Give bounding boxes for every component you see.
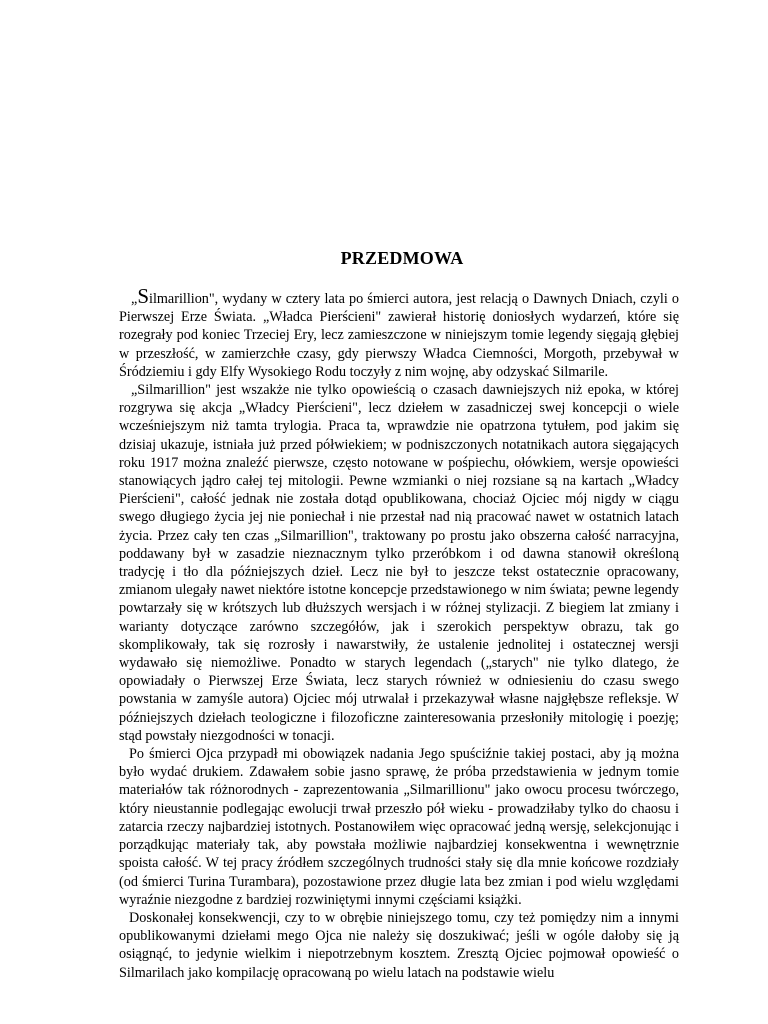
paragraph-2: „Silmarillion" jest wszakże nie tylko opowieścią o czasach dawniejszych niż epoka, w której rozgrywa się akcja „Władcy Pierścieni", lecz dziełem w zasadniczej swej koncepcji o wiele wcześniejszym niż tamta trylogia. Praca ta, wprawdzie nie opatrzona tytułem, pod jakim się dzisiaj ukazuje, istniała już przed półwiekiem; w podniszczonych notatnikach autora sięgających roku 1917 można znaleźć pierwsze, często notowane w pośpiechu, ołówkiem, wersje opowieści stanowiących jądro całej tej mitologii. Pewne wzmianki o niej rozsiane są na kartach „Władcy Pierścieni", całość jednak nie została dotąd opublikowana, chociaż Ojciec mój nigdy w ciągu swego długiego życia jej nie poniechał i nie przestał nad nią pracować nawet w ostatnich latach życia. Przez cały ten czas „Silmarillion", traktowany po prostu jako obszerna całość narracyjna, poddawany był w zasadzie nieznacznym tylko przeróbkom i od dawna stanowił określoną tradycję i tło dla późniejszych dzieł. Lecz nie był to jeszcze tekst ostatecznie opracowany, zmianom ulegały nawet niektóre istotne koncepcje przedstawionego w nim świata; pewne legendy powtarzały się w krótszych lub dłuższych wersjach i w różnej stylizacji. Z biegiem lat zmiany i warianty dotyczące zarówno szczegółów, jak i szerokich perspektyw obrazu, tak go skomplikowały, tak się rozrosły i nawarstwiły, że ustalenie jednolitej i ostatecznej wersji wydawało się niemożliwe. Ponadto w starych legendach („starych" nie tylko dlatego, że opowiadały o Pierwszej Erze Świata, lecz starych również w odniesieniu do czasu swego powstania w zamyśle autora) Ojciec mój utrwalał i przekazywał własne najgłębsze refleksje. W późniejszych dziełach teologiczne i filozoficzne zainteresowania przesłoniły mitologię i poezję; stąd powstały niezgodności w tonacji. bbox=[119, 382, 679, 744]
paragraph-1-text: ilmarillion", wydany w cztery lata po śmierci autora, jest relacją o Dawnych Dniach, czyli o Pierwszej Erze Świata. „Władca Pierścieni" zawierał historię doniosłych wydarzeń, które się rozegrały pod koniec Trzeciej Ery, lecz zamieszczone w niniejszym tomie legendy sięgają głębiej w przeszłość, w zamierzchłe czasy, gdy pierwszy Władca Ciemności, Morgoth, przebywał w Śródziemiu i gdy Elfy Wysokiego Rodu toczyły z nim wojnę, aby odzyskać Silmarile. bbox=[119, 291, 679, 380]
opening-quote: „ bbox=[131, 291, 138, 307]
paragraph-3: Po śmierci Ojca przypadł mi obowiązek nadania Jego spuściźnie takiej postaci, aby ją można było wydać drukiem. Zdawałem sobie jasno sprawę, że próba przedstawienia w jednym tomie materiałów tak różnorodnych - zaprezentowania „Silmarillionu" jako owocu procesu twórczego, który nieustannie podlegając ewolucji trwał przeszło pół wieku - prowadziłaby tylko do chaosu i zatarcia rzeczy najbardziej istotnych. Postanowiłem więc opracować jedną wersję, selekcjonując i porządkując materiały tak, aby powstała możliwie najbardziej konsekwentna i wewnętrznie spoista całość. W tej pracy źródłem szczególnych trudności stały się dla mnie końcowe rozdziały (od śmierci Turina Turambara), pozostawione przez długie lata bez zmian i pod wielu względami wyraźnie niezgodne z bardziej rozwiniętymi innymi częściami książki. bbox=[119, 746, 679, 908]
page-title: PRZEDMOWA bbox=[340, 248, 464, 268]
paragraph-1 bbox=[119, 284, 679, 381]
drop-cap-letter: S bbox=[137, 284, 149, 308]
paragraph-4: Doskonałej konsekwencji, czy to w obrębie niniejszego tomu, czy też pomiędzy nim a innymi opublikowanymi dziełami mego Ojca nie należy się doszukiwać; jeśli w ogóle dałoby się ją osiągnąć, to jedynie wielkim i niepotrzebnym kosztem. Zresztą Ojciec pojmował opowieść o Silmarilach jako kompilację opracowaną po wielu latach na podstawie wielu bbox=[119, 909, 679, 981]
document-body bbox=[119, 284, 679, 982]
